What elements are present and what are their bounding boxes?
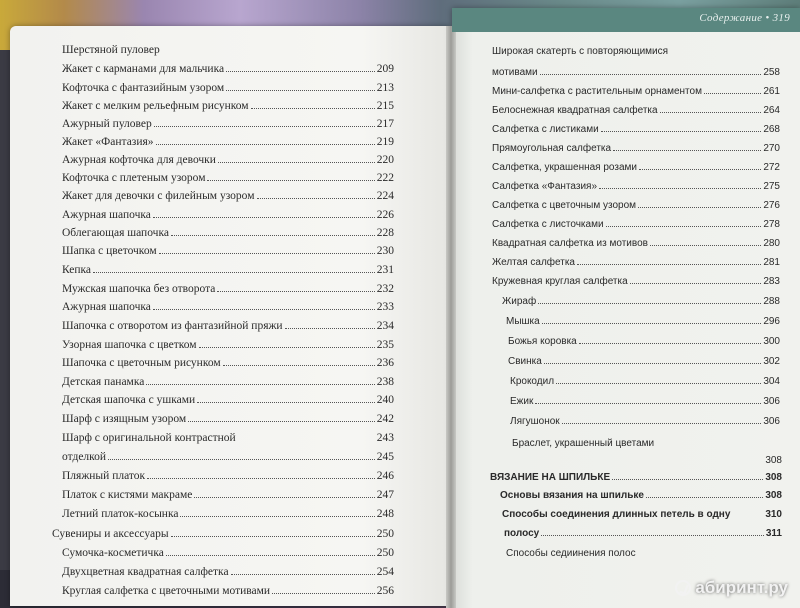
toc-entry: Двухцветная квадратная салфетка 254 <box>62 566 394 578</box>
toc-entry: Жакет для девочки с филейным узором 224 <box>62 190 394 202</box>
toc-entry: Пляжный платок 246 <box>62 470 394 482</box>
watermark <box>675 578 788 598</box>
toc-entry-page-continuation: 308 <box>765 455 782 466</box>
toc-entry: Жираф 288 <box>502 296 780 307</box>
toc-entry: Квадратная салфетка из мотивов 280 <box>492 238 780 249</box>
toc-entry: Шерстяной пуловер <box>62 44 160 56</box>
toc-entry: Мужская шапочка без отворота 232 <box>62 283 394 295</box>
toc-entry: Ажурная шапочка 226 <box>62 209 394 221</box>
toc-entry: Платок с кистями макраме 247 <box>62 489 394 501</box>
toc-entry: Шарф с оригинальной контрастной 243 <box>62 432 394 444</box>
toc-entry: Детская панамка 238 <box>62 376 394 388</box>
toc-entry: Основы вязания на шпильке 308 <box>500 490 782 501</box>
toc-entry: Кепка 231 <box>62 264 394 276</box>
toc-entry: Способы седиинения полос <box>506 548 636 559</box>
toc-entry: Ажурная кофточка для девочки 220 <box>62 154 394 166</box>
toc-entry: Салфетка «Фантазия» 275 <box>492 181 780 192</box>
toc-entry: Широкая скатерть с повторяющимися <box>492 46 669 57</box>
toc-entry: Шарф с изящным узором 242 <box>62 413 394 425</box>
toc-section-entry: Сувениры и аксессуары 250 <box>52 528 394 540</box>
toc-entry: Узорная шапочка с цветком 235 <box>62 339 394 351</box>
toc-entry: Летний платок-косынка 248 <box>62 508 394 520</box>
toc-entry: Мини-салфетка с растительным орнаментом 261 <box>492 86 780 97</box>
toc-entry: Браслет, украшенный цветами <box>512 438 655 449</box>
toc-entry: Жакет с мелким рельефным рисунком 215 <box>62 100 394 112</box>
toc-section-entry: ВЯЗАНИЕ НА ШПИЛЬКЕ 308 <box>490 472 782 483</box>
toc-entry: Белоснежная квадратная салфетка 264 <box>492 105 780 116</box>
toc-entry: Прямоугольная салфетка 270 <box>492 143 780 154</box>
toc-entry: Салфетка с листиками 268 <box>492 124 780 135</box>
toc-entry: Круглая салфетка с цветочными мотивами 256 <box>62 585 394 597</box>
toc-entry: Шапочка с цветочным рисунком 236 <box>62 357 394 369</box>
toc-entry: Ажурный пуловер 217 <box>62 118 394 130</box>
toc-entry: Жакет с карманами для мальчика 209 <box>62 63 394 75</box>
toc-entry: Жакет «Фантазия» 219 <box>62 136 394 148</box>
toc-entry: Шапочка с отворотом из фантазийной пряжи 234 <box>62 320 394 332</box>
toc-entry: Салфетка с листочками 278 <box>492 219 780 230</box>
toc-entry: полосу 311 <box>504 528 782 539</box>
toc-entry: Крокодил 304 <box>510 376 780 387</box>
toc-entry: Лягушонок 306 <box>510 416 780 427</box>
toc-entry: Детская шапочка с ушками 240 <box>62 394 394 406</box>
toc-entry: Мышка 296 <box>506 316 780 327</box>
toc-entry: Облегающая шапочка 228 <box>62 227 394 239</box>
toc-entry: Свинка 302 <box>508 356 780 367</box>
toc-entry: Кофточка с плетеным узором 222 <box>62 172 394 184</box>
book-spine <box>446 26 456 608</box>
toc-entry: мотивами 258 <box>492 67 780 78</box>
toc-entry: Желтая салфетка 281 <box>492 257 780 268</box>
toc-entry: отделкой 245 <box>62 451 394 463</box>
toc-entry: Кружевная круглая салфетка 283 <box>492 276 780 287</box>
toc-entry: Салфетка с цветочным узором 276 <box>492 200 780 211</box>
toc-entry: Ежик 306 <box>510 396 780 407</box>
toc-entry: Ажурная шапочка 233 <box>62 301 394 313</box>
labirint-logo-icon <box>675 580 691 596</box>
toc-entry: Шапка с цветочком 230 <box>62 245 394 257</box>
watermark-text: абиринт.ру <box>695 578 788 597</box>
toc-entry: Сумочка-косметичка 250 <box>62 547 394 559</box>
toc-entry: Способы соединения длинных петель в одну 310 <box>502 509 782 520</box>
toc-entry: Кофточка с фантазийным узором 213 <box>62 82 394 94</box>
running-header <box>452 8 800 32</box>
toc-entry: Божья коровка 300 <box>508 336 780 347</box>
running-title: Содержание • 319 <box>699 12 790 24</box>
toc-entry: Салфетка, украшенная розами 272 <box>492 162 780 173</box>
